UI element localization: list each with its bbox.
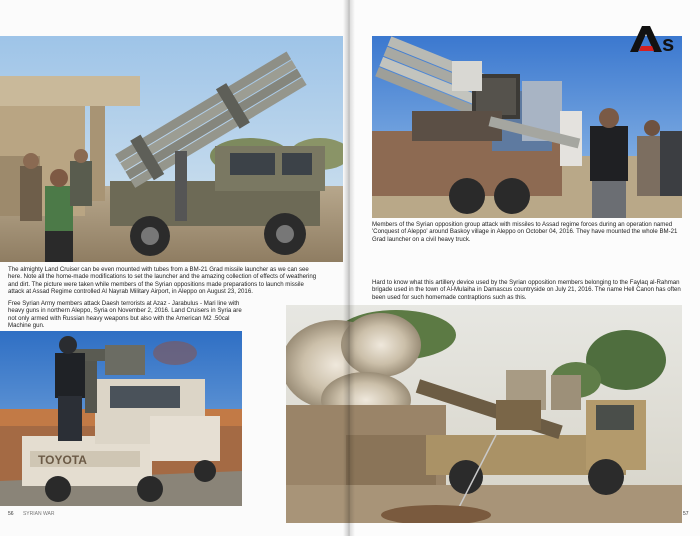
caption-grad-heavy-truck <box>372 221 684 243</box>
left-running-title: SYRIAN WAR <box>22 511 55 517</box>
photo-toyota-machine-gun <box>0 331 242 506</box>
right-page-number: 57 <box>683 511 689 517</box>
caption-hell-canon <box>372 279 684 301</box>
left-page-number: 56 <box>8 511 14 517</box>
photo-land-cruiser-launcher <box>0 36 343 262</box>
left-folio <box>8 511 54 517</box>
photo-grad-heavy-truck-image <box>372 36 682 218</box>
publisher-logo-icon <box>628 24 686 54</box>
tailgate-toyota-text: TOYOTA <box>38 453 87 467</box>
publisher-logo <box>628 24 686 54</box>
right-page <box>349 0 700 536</box>
caption-grad-heavy-truck-text: Members of the Syrian opposition group attack with missiles to Assad regime forces during an operation named 'Conquest of Aleppo' around Baskoy village in Aleppo on October 04, 2016. They have mounted the whole BM-21 Grad launcher on a civil heavy truck. <box>372 221 678 243</box>
photo-toyota-machine-gun-image <box>0 331 242 506</box>
center-gutter-shadow <box>343 0 355 536</box>
caption-fsa-machine-gun <box>8 300 248 330</box>
caption-land-cruiser-text: The almighty Land Cruiser can be even mounted with tubes from a BM-21 Grad missile launcher as we can see here. Note all the home-made modifications to set the launcher and the amazing collection of effects of weathering and dirt. The picture were taken while members of the Syrian oppositions made preparations to launch missile attack at Assad Regime controlled Al Nayrab Military Airport, in Aleppo on August 23, 2016. <box>8 266 317 296</box>
caption-land-cruiser <box>8 266 318 296</box>
caption-hell-canon-text: Hard to know what this artillery device used by the Syrian opposition members belonging to the Faylaq al-Rahman brigade used in the town of Al-Mulaiha in Damascus countryside on July 21, 2016. The name Hell Canon has often been used for such homemade contraptions such as this. <box>372 279 681 301</box>
right-folio <box>683 511 689 517</box>
caption-fsa-machine-gun-text: Free Syrian Army members attack Daesh terrorists at Azaz - Jarabulus - Mari line with heavy guns in northern Aleppo, Syria on November 2, 2016. Land Cruisers in Syria are not only armed with Russian heavy weapons but also with the American M2 .50cal Machine gun. <box>8 300 242 330</box>
svg-text:s: s <box>662 31 675 54</box>
photo-land-cruiser-launcher-image <box>0 36 343 262</box>
photo-grad-heavy-truck <box>372 36 682 218</box>
